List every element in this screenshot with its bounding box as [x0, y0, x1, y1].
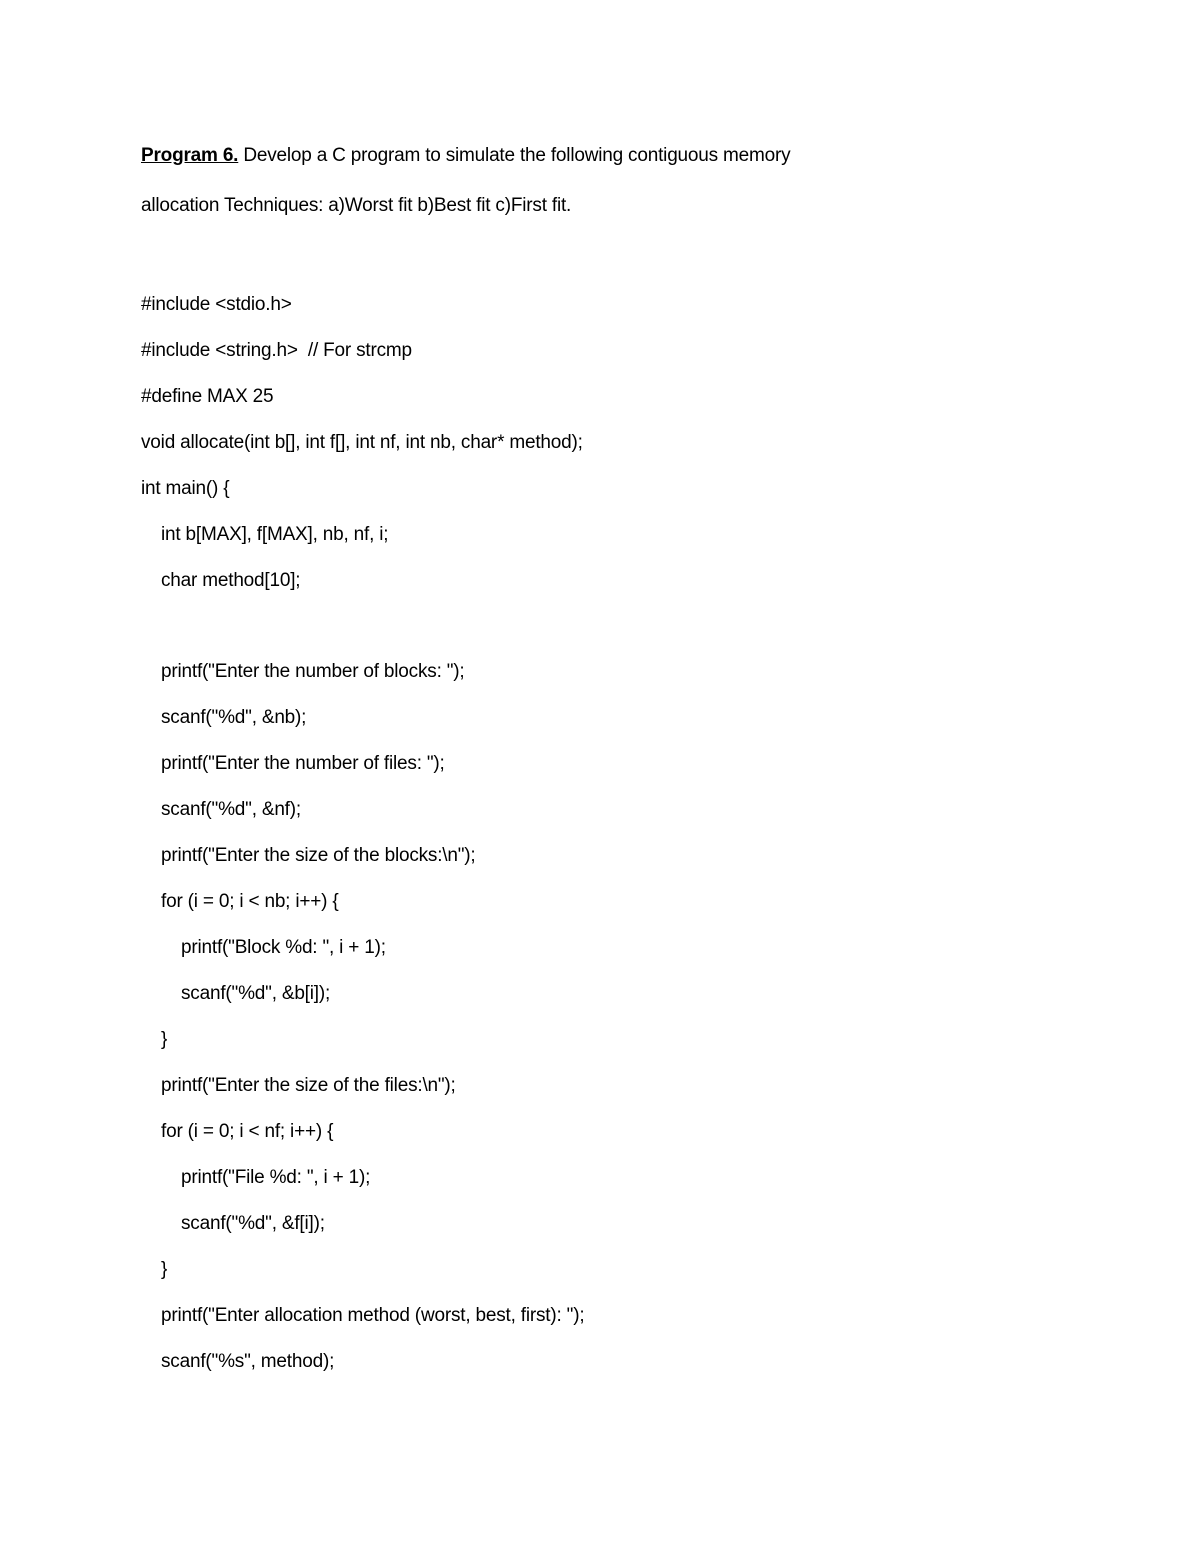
code-line: for (i = 0; i < nb; i++) {	[161, 891, 339, 912]
code-line: scanf("%d", &b[i]);	[181, 983, 331, 1004]
code-line: void allocate(int b[], int f[], int nf, int nb, char* method);	[141, 432, 583, 453]
code-line: #include <stdio.h>	[141, 294, 292, 315]
code-line: scanf("%d", &f[i]);	[181, 1213, 325, 1234]
code-line: scanf("%d", &nf);	[161, 799, 301, 820]
program-description: Develop a C program to simulate the following contiguous memory	[238, 145, 791, 166]
program-label: Program 6.	[141, 145, 239, 166]
code-line: int main() {	[141, 478, 230, 499]
code-line: printf("Block %d: ", i + 1);	[181, 937, 386, 958]
program-heading	[141, 144, 790, 168]
program-description-continuation: allocation Techniques: a)Worst fit b)Best fit c)First fit.	[141, 195, 572, 216]
code-line: printf("Enter allocation method (worst, best, first): ");	[161, 1305, 585, 1326]
code-line: printf("Enter the size of the files:\n");	[161, 1075, 456, 1096]
code-line: }	[161, 1029, 168, 1050]
code-line: printf("File %d: ", i + 1);	[181, 1167, 371, 1188]
code-line: char method[10];	[161, 570, 301, 591]
code-line: printf("Enter the number of blocks: ");	[161, 661, 465, 682]
code-line: int b[MAX], f[MAX], nb, nf, i;	[161, 524, 389, 545]
code-line: scanf("%d", &nb);	[161, 707, 307, 728]
code-line: }	[161, 1259, 168, 1280]
code-line: scanf("%s", method);	[161, 1351, 335, 1372]
code-line: printf("Enter the number of files: ");	[161, 753, 445, 774]
code-line: #include <string.h> // For strcmp	[141, 340, 412, 361]
code-line: #define MAX 25	[141, 386, 274, 407]
code-line: printf("Enter the size of the blocks:\n");	[161, 845, 476, 866]
code-line: for (i = 0; i < nf; i++) {	[161, 1121, 334, 1142]
